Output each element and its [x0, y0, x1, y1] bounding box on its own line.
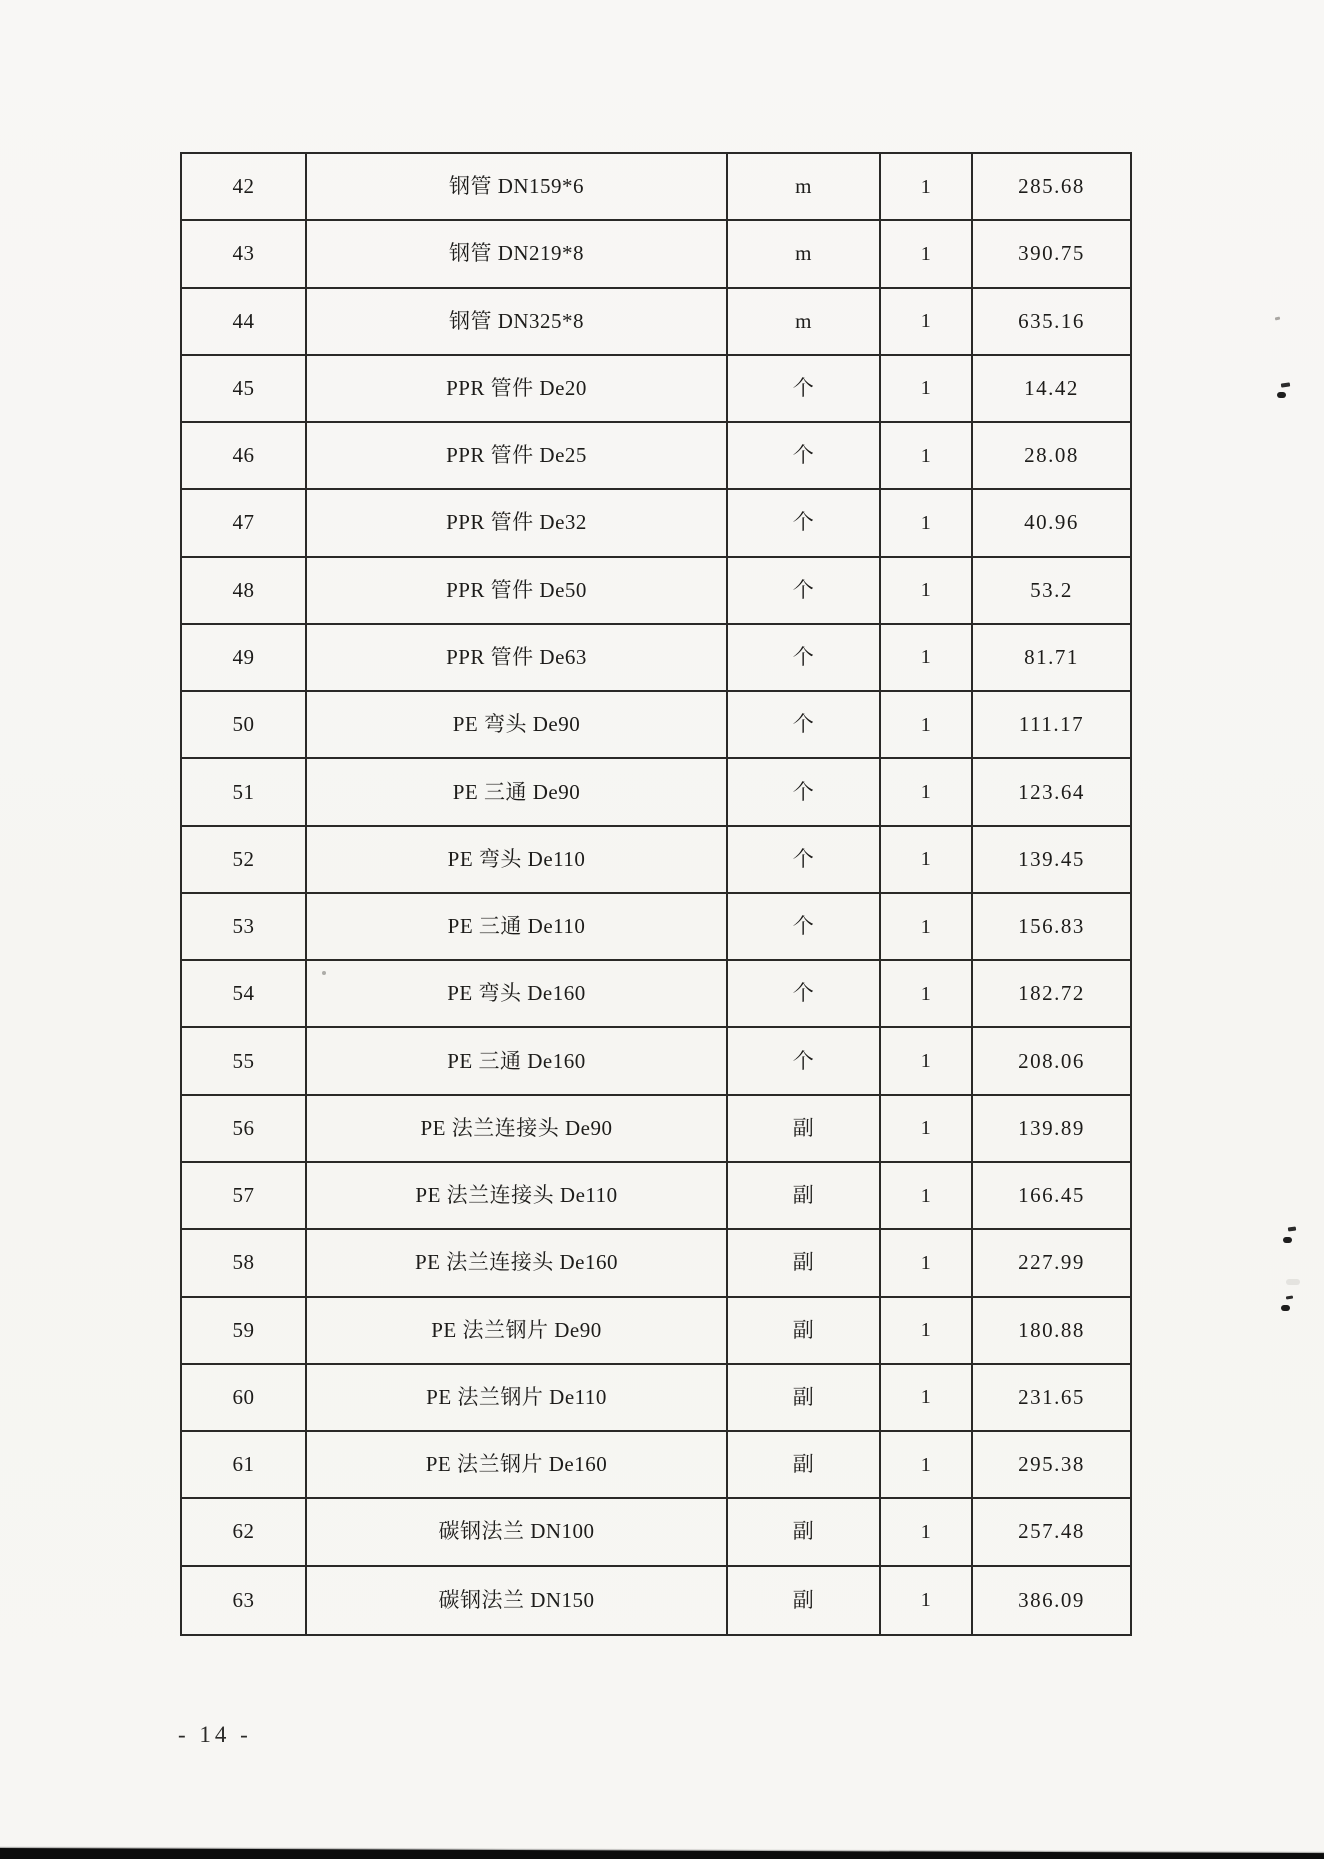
item-name-cell: 钢管 DN159*6: [307, 154, 728, 219]
quantity-cell: 1: [881, 1499, 973, 1564]
table-row: [182, 1567, 1130, 1634]
quantity-cell: 1: [881, 1230, 973, 1295]
materials-price-table: [180, 152, 1132, 1636]
table-row: [182, 1096, 1130, 1163]
unit-cell: 个: [728, 490, 881, 555]
row-index-cell: 45: [182, 356, 307, 421]
price-cell: 123.64: [1018, 779, 1085, 804]
unit-cell: 个: [728, 894, 881, 959]
item-name-cell: 钢管 DN325*8: [307, 289, 728, 354]
ink-speck: [322, 971, 326, 975]
table-row: [182, 827, 1130, 894]
item-name-cell: 钢管 DN219*8: [307, 221, 728, 286]
row-index-cell: 54: [182, 961, 307, 1026]
item-name-cell: PPR 管件 De20: [307, 356, 728, 421]
unit-cell: 个: [728, 692, 881, 757]
quantity-cell: 1: [881, 490, 973, 555]
table-row: [182, 1028, 1130, 1095]
item-name-cell: PE 法兰连接头 De160: [307, 1230, 728, 1295]
table-row: [182, 692, 1130, 759]
row-index-cell: 63: [182, 1567, 307, 1634]
unit-cell: 副: [728, 1298, 881, 1363]
price-cell: 53.2: [1030, 577, 1073, 602]
table-row: [182, 221, 1130, 288]
quantity-cell: 1: [881, 1028, 973, 1093]
quantity-cell: 1: [881, 1096, 973, 1161]
item-name-cell: PE 法兰连接头 De110: [307, 1163, 728, 1228]
quantity-cell: 1: [881, 289, 973, 354]
row-index-cell: 46: [182, 423, 307, 488]
price-cell: 208.06: [1018, 1048, 1085, 1073]
item-name-cell: PE 三通 De90: [307, 759, 728, 824]
table-row: [182, 1365, 1130, 1432]
unit-cell: 个: [728, 827, 881, 892]
price-cell: 166.45: [1018, 1183, 1085, 1208]
row-index-cell: 48: [182, 558, 307, 623]
ink-smudge: [1286, 1279, 1300, 1285]
row-index-cell: 42: [182, 154, 307, 219]
row-index-cell: 62: [182, 1499, 307, 1564]
unit-cell: 个: [728, 423, 881, 488]
unit-cell: 个: [728, 625, 881, 690]
price-cell: 285.68: [1018, 174, 1085, 199]
table-row: [182, 356, 1130, 423]
page-number: - 14 -: [178, 1722, 252, 1747]
row-index-cell: 55: [182, 1028, 307, 1093]
row-index-cell: 43: [182, 221, 307, 286]
unit-cell: m: [728, 154, 881, 219]
table-row: [182, 1298, 1130, 1365]
item-name-cell: PE 弯头 De110: [307, 827, 728, 892]
quantity-cell: 1: [881, 1163, 973, 1228]
item-name-cell: PPR 管件 De25: [307, 423, 728, 488]
row-index-cell: 44: [182, 289, 307, 354]
price-cell: 180.88: [1018, 1317, 1085, 1342]
row-index-cell: 60: [182, 1365, 307, 1430]
ink-speck: [1281, 1305, 1290, 1311]
price-cell: 139.89: [1018, 1115, 1085, 1140]
unit-cell: 副: [728, 1567, 881, 1634]
quantity-cell: 1: [881, 1432, 973, 1497]
quantity-cell: 1: [881, 1365, 973, 1430]
unit-cell: 副: [728, 1163, 881, 1228]
quantity-cell: 1: [881, 1298, 973, 1363]
price-cell: 40.96: [1024, 510, 1079, 535]
item-name-cell: PE 三通 De110: [307, 894, 728, 959]
quantity-cell: 1: [881, 827, 973, 892]
table-row: [182, 558, 1130, 625]
unit-cell: 个: [728, 356, 881, 421]
item-name-cell: 碳钢法兰 DN100: [307, 1499, 728, 1564]
quantity-cell: 1: [881, 961, 973, 1026]
item-name-cell: PE 法兰连接头 De90: [307, 1096, 728, 1161]
item-name-cell: PE 弯头 De160: [307, 961, 728, 1026]
price-cell: 156.83: [1018, 914, 1085, 939]
ink-speck: [1288, 1226, 1296, 1231]
ink-speck: [1277, 392, 1286, 398]
row-index-cell: 58: [182, 1230, 307, 1295]
item-name-cell: PE 法兰钢片 De160: [307, 1432, 728, 1497]
quantity-cell: 1: [881, 625, 973, 690]
row-index-cell: 61: [182, 1432, 307, 1497]
row-index-cell: 47: [182, 490, 307, 555]
unit-cell: m: [728, 289, 881, 354]
ink-speck: [1281, 382, 1290, 387]
quantity-cell: 1: [881, 356, 973, 421]
table-row: [182, 1432, 1130, 1499]
unit-cell: 个: [728, 759, 881, 824]
unit-cell: m: [728, 221, 881, 286]
quantity-cell: 1: [881, 1567, 973, 1634]
price-cell: 231.65: [1018, 1384, 1085, 1409]
row-index-cell: 56: [182, 1096, 307, 1161]
table-row: [182, 154, 1130, 221]
price-cell: 635.16: [1018, 308, 1085, 333]
price-cell: 295.38: [1018, 1452, 1085, 1477]
ink-speck: [1283, 1237, 1292, 1243]
quantity-cell: 1: [881, 558, 973, 623]
price-cell: 182.72: [1018, 981, 1085, 1006]
row-index-cell: 50: [182, 692, 307, 757]
item-name-cell: PE 法兰钢片 De90: [307, 1298, 728, 1363]
unit-cell: 个: [728, 961, 881, 1026]
quantity-cell: 1: [881, 221, 973, 286]
row-index-cell: 57: [182, 1163, 307, 1228]
quantity-cell: 1: [881, 692, 973, 757]
item-name-cell: PPR 管件 De32: [307, 490, 728, 555]
unit-cell: 副: [728, 1096, 881, 1161]
quantity-cell: 1: [881, 423, 973, 488]
item-name-cell: PE 三通 De160: [307, 1028, 728, 1093]
table-row: [182, 759, 1130, 826]
price-cell: 257.48: [1018, 1519, 1085, 1544]
price-cell: 28.08: [1024, 443, 1079, 468]
ink-speck: [1275, 317, 1281, 321]
item-name-cell: PE 法兰钢片 De110: [307, 1365, 728, 1430]
unit-cell: 副: [728, 1365, 881, 1430]
table-row: [182, 1230, 1130, 1297]
table-row: [182, 490, 1130, 557]
price-cell: 111.17: [1018, 712, 1085, 737]
price-cell: 390.75: [1018, 241, 1085, 266]
table-row: [182, 289, 1130, 356]
item-name-cell: PE 弯头 De90: [307, 692, 728, 757]
item-name-cell: PPR 管件 De63: [307, 625, 728, 690]
unit-cell: 个: [728, 1028, 881, 1093]
price-cell: 139.45: [1018, 846, 1085, 871]
quantity-cell: 1: [881, 759, 973, 824]
item-name-cell: PPR 管件 De50: [307, 558, 728, 623]
quantity-cell: 1: [881, 894, 973, 959]
price-cell: 227.99: [1018, 1250, 1085, 1275]
quantity-cell: 1: [881, 154, 973, 219]
row-index-cell: 49: [182, 625, 307, 690]
scan-edge-bar: [0, 1848, 1324, 1859]
unit-cell: 副: [728, 1499, 881, 1564]
unit-cell: 个: [728, 558, 881, 623]
unit-cell: 副: [728, 1432, 881, 1497]
ink-speck: [1286, 1296, 1293, 1300]
table-row: [182, 1163, 1130, 1230]
item-name-cell: 碳钢法兰 DN150: [307, 1567, 728, 1634]
row-index-cell: 53: [182, 894, 307, 959]
table-row: [182, 1499, 1130, 1566]
price-cell: 14.42: [1024, 375, 1079, 400]
unit-cell: 副: [728, 1230, 881, 1295]
row-index-cell: 59: [182, 1298, 307, 1363]
row-index-cell: 52: [182, 827, 307, 892]
table-row: [182, 894, 1130, 961]
table-row: [182, 625, 1130, 692]
row-index-cell: 51: [182, 759, 307, 824]
price-cell: 386.09: [1018, 1587, 1085, 1612]
table-row: [182, 423, 1130, 490]
price-cell: 81.71: [1024, 644, 1079, 669]
